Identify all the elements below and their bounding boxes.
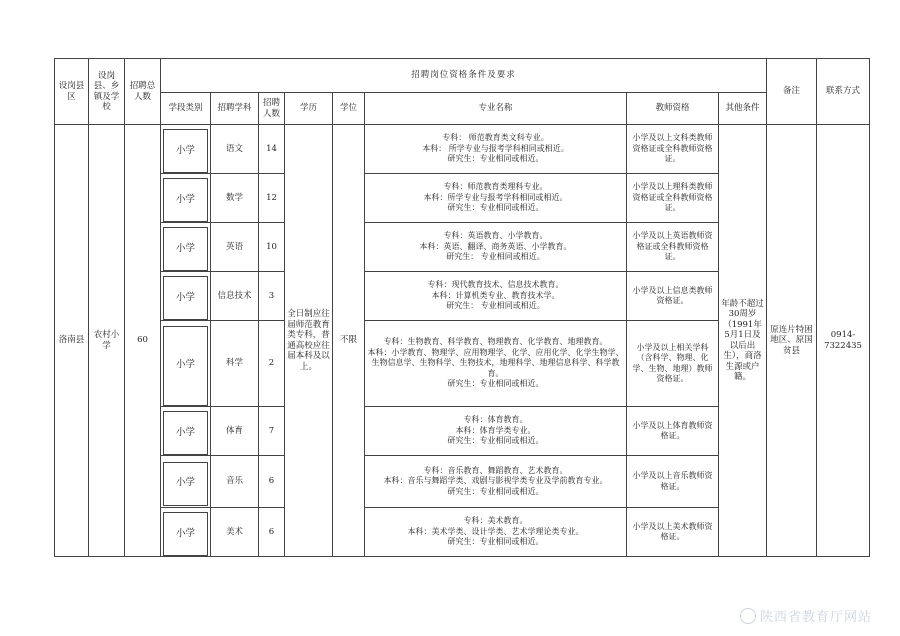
header-degree: 学位	[333, 93, 365, 125]
cert-cell: 小学及以上信息类教师资格证。	[627, 272, 719, 321]
major-cell: 专科：美术教育。 本科：美术学类、设计学类、艺术学理论类专业。 研究生：专业相同或相近。	[365, 508, 627, 557]
header-qualifications: 招聘岗位资格条件及要求	[161, 59, 767, 93]
major-cell: 专科：音乐教育、舞蹈教育、艺术教育。 本科：音乐与舞蹈学类、戏剧与影视学类专业及学前教育专业。 研究生：专业相同或相近。	[365, 456, 627, 508]
major-cell: 专科：生物教育、科学教育、物理教育、化学教育、地理教育。 本科：小学教育、物理学、应用物理学、化学、应用化学、化学生物学、生物信息学、生物科学、生物技术，地理科学、地理信息科学、科学教育。 研究生：专业相同或相近。	[365, 321, 627, 407]
count-cell: 3	[259, 272, 285, 321]
stage-cell: 小学	[161, 272, 211, 321]
major-cell: 专科：现代教育技术、信息技术教育。 本科：计算机类专业、教育技术学。 研究生： 专业相同或相近。	[365, 272, 627, 321]
stage-cell: 小学	[161, 223, 211, 272]
major-cell: 专科：英语教育、小学教育。 本科：英语、翻译、商务英语、小学教育。 研究生： 专业相同或相近。	[365, 223, 627, 272]
count-cell: 10	[259, 223, 285, 272]
stage-cell: 小学	[161, 321, 211, 407]
stage-cell: 小学	[161, 125, 211, 174]
stage-cell: 小学	[161, 174, 211, 223]
cert-cell: 小学及以上体育教师资格证。	[627, 407, 719, 456]
cert-cell: 小学及以上英语教师资格证或全科教师资格证。	[627, 223, 719, 272]
county-cell: 洛南县	[55, 125, 89, 557]
count-cell: 6	[259, 456, 285, 508]
header-education: 学历	[285, 93, 333, 125]
degree-cell: 不限	[333, 125, 365, 557]
subject-cell: 数学	[211, 174, 259, 223]
header-major: 专业名称	[365, 93, 627, 125]
count-cell: 12	[259, 174, 285, 223]
count-cell: 14	[259, 125, 285, 174]
remarks-cell: 原连片特困地区、原国贫县	[767, 125, 817, 557]
education-cell: 全日制应往届师范教育类专科，普通高校应往届本科及以上。	[285, 125, 333, 557]
major-cell: 专科： 师范教育类文科专业。 本科： 所学专业与报考学科相同或相近。 研究生：专业相同或相近。	[365, 125, 627, 174]
cert-cell: 小学及以上相关学科（含科学、物理、化学、生物、地理）教师资格证。	[627, 321, 719, 407]
header-contact: 联系方式	[817, 59, 870, 125]
header-county: 设岗县区	[55, 59, 89, 125]
subject-cell: 英语	[211, 223, 259, 272]
subject-cell: 信息技术	[211, 272, 259, 321]
stage-cell: 小学	[161, 456, 211, 508]
recruitment-table	[54, 58, 870, 557]
cert-cell: 小学及以上音乐教师资格证。	[627, 456, 719, 508]
header-remarks: 备注	[767, 59, 817, 125]
header-school-type: 学段类别	[161, 93, 211, 125]
header-row-1	[55, 59, 870, 93]
watermark-text: 陕西省教育厅网站	[760, 610, 873, 625]
count-cell: 7	[259, 407, 285, 456]
header-town-school: 设岗县、乡镇及学校	[89, 59, 125, 125]
table-row	[55, 125, 870, 174]
total-cell: 60	[125, 125, 161, 557]
other-cell: 年龄不超过30周岁（1991年5月1日及以后出生），商洛生源或户籍。	[719, 125, 767, 557]
header-other: 其他条件	[719, 93, 767, 125]
site-watermark	[740, 606, 872, 625]
header-teacher-cert: 教师资格	[627, 93, 719, 125]
header-hires: 招聘人数	[259, 93, 285, 125]
contact-cell: 0914-7322435	[817, 125, 870, 557]
cert-cell: 小学及以上理科类教师资格证或全科教师资格证。	[627, 174, 719, 223]
school-cell: 农村小学	[89, 125, 125, 557]
major-cell: 专科：体育教育。 本科：体育学类专业。 研究生：专业相同或相近。	[365, 407, 627, 456]
header-row-2	[55, 93, 870, 125]
cert-cell: 小学及以上文科类教师资格证或全科教师资格证。	[627, 125, 719, 174]
count-cell: 2	[259, 321, 285, 407]
header-total-hires: 招聘总人数	[125, 59, 161, 125]
stage-cell: 小学	[161, 508, 211, 557]
emblem-icon	[740, 608, 756, 624]
count-cell: 6	[259, 508, 285, 557]
subject-cell: 科学	[211, 321, 259, 407]
major-cell: 专科：师范教育类理科专业。 本科：所学专业与报考学科相同或相近。 研究生：专业相同或相近。	[365, 174, 627, 223]
stage-cell: 小学	[161, 407, 211, 456]
cert-cell: 小学及以上美术教师资格证。	[627, 508, 719, 557]
subject-cell: 体育	[211, 407, 259, 456]
header-subject: 招聘学科	[211, 93, 259, 125]
subject-cell: 美术	[211, 508, 259, 557]
subject-cell: 语文	[211, 125, 259, 174]
subject-cell: 音乐	[211, 456, 259, 508]
